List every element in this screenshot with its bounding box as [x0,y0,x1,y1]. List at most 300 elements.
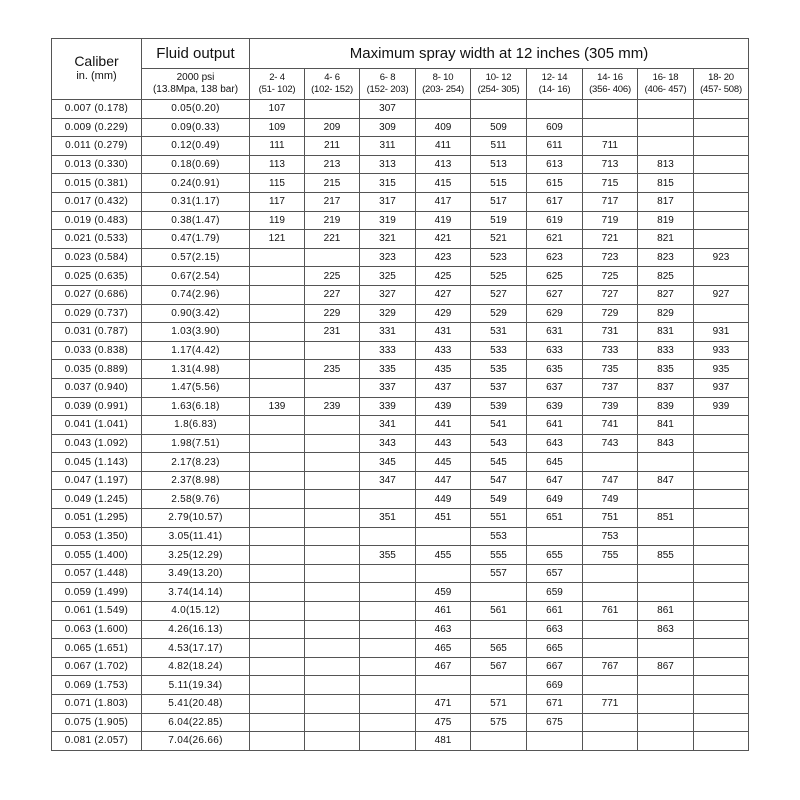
tip-size-cell: 841 [638,416,694,435]
tip-size-cell [250,267,305,286]
tip-size-cell: 833 [638,341,694,360]
tip-size-cell [360,620,416,639]
tip-size-cell [583,583,638,602]
tip-size-cell [305,416,360,435]
tip-size-cell: 843 [638,434,694,453]
tip-size-cell [694,471,749,490]
caliber-cell: 0.075 (1.905) [52,713,142,732]
table-row [52,304,749,323]
caliber-cell: 0.013 (0.330) [52,155,142,174]
fluid-pressure-metric: (13.8Mpa, 138 bar) [152,84,239,95]
tip-size-cell: 411 [416,137,471,156]
tip-size-cell [305,695,360,714]
table-row [52,583,749,602]
tip-size-cell: 747 [583,471,638,490]
range-inch: 2- 4 [269,72,285,83]
table-body [52,100,749,751]
tip-size-cell [638,490,694,509]
tip-size-cell: 355 [360,546,416,565]
tip-size-cell: 565 [471,639,527,658]
table-row [52,564,749,583]
tip-size-cell: 645 [527,453,583,472]
table-row [52,732,749,751]
tip-size-cell: 109 [250,118,305,137]
tip-size-cell: 423 [416,248,471,267]
tip-size-cell: 445 [416,453,471,472]
fluid-output-cell: 7.04(26.66) [142,732,250,751]
range-mm: (203- 254) [422,84,464,95]
tip-size-cell: 927 [694,285,749,304]
tip-size-cell: 227 [305,285,360,304]
tip-size-cell [694,211,749,230]
tip-size-cell: 635 [527,360,583,379]
range-mm: (51- 102) [258,84,296,95]
tip-size-cell [471,583,527,602]
range-header [250,69,305,100]
fluid-output-cell: 0.31(1.17) [142,192,250,211]
tip-size-cell [694,639,749,658]
tip-size-cell: 609 [527,118,583,137]
tip-size-cell [360,527,416,546]
tip-size-cell: 939 [694,397,749,416]
table-row [52,490,749,509]
tip-size-cell: 465 [416,639,471,658]
fluid-output-cell: 1.63(6.18) [142,397,250,416]
range-header [583,69,638,100]
table-row [52,713,749,732]
tip-size-cell: 219 [305,211,360,230]
tip-size-cell [305,639,360,658]
tip-size-cell: 835 [638,360,694,379]
tip-size-cell: 535 [471,360,527,379]
tip-size-cell: 235 [305,360,360,379]
tip-size-cell: 641 [527,416,583,435]
tip-size-cell [583,713,638,732]
tip-size-cell: 115 [250,174,305,193]
tip-size-cell: 539 [471,397,527,416]
tip-size-cell: 121 [250,230,305,249]
fluid-output-cell: 0.18(0.69) [142,155,250,174]
tip-size-cell: 225 [305,267,360,286]
tip-size-cell [583,732,638,751]
range-inch: 14- 16 [597,72,623,83]
tip-size-cell: 617 [527,192,583,211]
tip-size-cell [250,732,305,751]
tip-size-cell: 345 [360,453,416,472]
range-inch: 4- 6 [324,72,340,83]
tip-size-cell [250,416,305,435]
caliber-cell: 0.043 (1.092) [52,434,142,453]
fluid-output-cell: 2.79(10.57) [142,509,250,528]
tip-size-cell: 541 [471,416,527,435]
tip-size-cell: 119 [250,211,305,230]
tip-size-cell [527,732,583,751]
tip-size-cell [360,639,416,658]
caliber-cell: 0.033 (0.838) [52,341,142,360]
tip-size-cell: 213 [305,155,360,174]
tip-size-cell: 543 [471,434,527,453]
table-row [52,434,749,453]
fluid-output-cell: 1.31(4.98) [142,360,250,379]
fluid-output-cell: 0.12(0.49) [142,137,250,156]
tip-size-cell: 813 [638,155,694,174]
tip-size-cell [638,732,694,751]
caliber-cell: 0.051 (1.295) [52,509,142,528]
range-inch: 6- 8 [379,72,396,83]
caliber-cell: 0.027 (0.686) [52,285,142,304]
tip-size-cell [694,192,749,211]
range-inch: 16- 18 [652,72,679,83]
caliber-cell: 0.065 (1.651) [52,639,142,658]
tip-size-cell [694,137,749,156]
tip-size-cell: 557 [471,564,527,583]
tip-size-cell: 313 [360,155,416,174]
fluid-output-cell: 1.17(4.42) [142,341,250,360]
tip-size-cell: 521 [471,230,527,249]
table-row [52,267,749,286]
tip-size-cell [583,676,638,695]
tip-size-cell: 733 [583,341,638,360]
tip-size-cell: 513 [471,155,527,174]
tip-size-cell: 443 [416,434,471,453]
tip-size-cell [360,695,416,714]
tip-size-cell [583,564,638,583]
tip-size-cell: 321 [360,230,416,249]
tip-size-cell [360,676,416,695]
tip-size-cell [305,676,360,695]
tip-size-cell: 719 [583,211,638,230]
table-row [52,639,749,658]
tip-size-cell: 561 [471,602,527,621]
tip-size-cell [694,434,749,453]
caliber-cell: 0.081 (2.057) [52,732,142,751]
tip-size-cell [250,564,305,583]
tip-size-cell: 815 [638,174,694,193]
tip-size-cell: 337 [360,378,416,397]
tip-size-cell: 427 [416,285,471,304]
tip-size-cell: 821 [638,230,694,249]
tip-size-cell [250,434,305,453]
table-row [52,137,749,156]
tip-size-cell [250,676,305,695]
tip-size-cell: 341 [360,416,416,435]
tip-size-cell [250,602,305,621]
tip-size-cell: 117 [250,192,305,211]
tip-size-cell [471,732,527,751]
range-inch: 12- 14 [541,72,568,83]
tip-size-cell: 575 [471,713,527,732]
tip-size-cell: 329 [360,304,416,323]
tip-size-cell: 113 [250,155,305,174]
fluid-output-cell: 4.0(15.12) [142,602,250,621]
tip-size-cell: 771 [583,695,638,714]
tip-size-cell: 627 [527,285,583,304]
tip-size-cell: 613 [527,155,583,174]
range-header [694,69,749,100]
tip-size-cell: 439 [416,397,471,416]
range-header [305,69,360,100]
tip-size-cell: 551 [471,509,527,528]
tip-size-cell: 509 [471,118,527,137]
tip-size-cell: 211 [305,137,360,156]
tip-size-cell: 229 [305,304,360,323]
tip-size-cell [638,639,694,658]
table-row [52,100,749,119]
tip-size-cell: 409 [416,118,471,137]
tip-size-cell [360,732,416,751]
tip-size-cell [638,564,694,583]
tip-size-cell [694,564,749,583]
tip-size-cell [416,676,471,695]
tip-size-cell [583,453,638,472]
tip-size-cell [250,304,305,323]
tip-size-cell: 429 [416,304,471,323]
tip-size-cell [250,490,305,509]
tip-size-cell [250,341,305,360]
tip-size-cell: 727 [583,285,638,304]
table-row [52,527,749,546]
tip-size-cell: 729 [583,304,638,323]
caliber-cell: 0.071 (1.803) [52,695,142,714]
tip-size-cell [694,546,749,565]
tip-size-cell: 215 [305,174,360,193]
tip-size-cell: 467 [416,657,471,676]
range-mm: (102- 152) [311,84,353,95]
range-header [416,69,471,100]
fluid-output-cell: 4.26(16.13) [142,620,250,639]
tip-size-cell: 231 [305,323,360,342]
tip-size-cell: 817 [638,192,694,211]
tip-size-cell: 481 [416,732,471,751]
tip-size-cell [694,267,749,286]
caliber-cell: 0.037 (0.940) [52,378,142,397]
tip-size-cell [638,100,694,119]
caliber-cell: 0.059 (1.499) [52,583,142,602]
tip-size-cell [250,527,305,546]
caliber-cell: 0.009 (0.229) [52,118,142,137]
tip-size-cell: 475 [416,713,471,732]
caliber-cell: 0.025 (0.635) [52,267,142,286]
tip-size-cell: 461 [416,602,471,621]
tip-size-cell: 837 [638,378,694,397]
tip-size-cell: 441 [416,416,471,435]
range-inch: 10- 12 [485,72,512,83]
table-row [52,453,749,472]
caliber-cell: 0.011 (0.279) [52,137,142,156]
tip-size-cell [638,695,694,714]
fluid-output-cell: 6.04(22.85) [142,713,250,732]
tip-size-cell [638,453,694,472]
tip-size-cell: 711 [583,137,638,156]
tip-size-cell: 737 [583,378,638,397]
tip-size-cell [305,453,360,472]
caliber-cell: 0.029 (0.737) [52,304,142,323]
tip-size-cell: 625 [527,267,583,286]
tip-size-cell: 755 [583,546,638,565]
tip-size-cell [305,341,360,360]
tip-size-cell [694,230,749,249]
tip-size-cell: 931 [694,323,749,342]
tip-size-cell: 333 [360,341,416,360]
table-row [52,211,749,230]
spray-width-header: Maximum spray width at 12 inches (305 mm) [250,39,749,69]
fluid-output-cell: 0.90(3.42) [142,304,250,323]
caliber-cell: 0.019 (0.483) [52,211,142,230]
tip-size-cell: 659 [527,583,583,602]
tip-size-cell [694,676,749,695]
tip-size-cell [694,174,749,193]
tip-size-cell: 323 [360,248,416,267]
tip-size-cell: 435 [416,360,471,379]
tip-size-cell: 825 [638,267,694,286]
range-mm: (457- 508) [700,84,742,95]
tip-size-cell: 209 [305,118,360,137]
tip-size-cell: 831 [638,323,694,342]
fluid-output-cell: 0.09(0.33) [142,118,250,137]
tip-size-cell [416,527,471,546]
tip-size-cell [250,509,305,528]
table-row [52,155,749,174]
tip-size-cell: 623 [527,248,583,267]
table-row [52,602,749,621]
tip-size-cell [305,620,360,639]
caliber-cell: 0.055 (1.400) [52,546,142,565]
range-header [360,69,416,100]
tip-size-cell [694,453,749,472]
table-row [52,471,749,490]
tip-size-cell: 665 [527,639,583,658]
caliber-cell: 0.023 (0.584) [52,248,142,267]
tip-size-cell [638,118,694,137]
tip-size-cell: 663 [527,620,583,639]
table-row [52,676,749,695]
tip-size-cell: 221 [305,230,360,249]
tip-size-cell: 621 [527,230,583,249]
tip-size-cell [250,583,305,602]
tip-size-cell: 715 [583,174,638,193]
caliber-cell: 0.015 (0.381) [52,174,142,193]
fluid-output-cell: 3.25(12.29) [142,546,250,565]
tip-size-cell [305,100,360,119]
table-row [52,341,749,360]
range-mm: (152- 203) [366,84,409,95]
caliber-cell: 0.069 (1.753) [52,676,142,695]
fluid-output-cell: 4.53(17.17) [142,639,250,658]
tip-size-cell: 657 [527,564,583,583]
tip-size-cell: 419 [416,211,471,230]
tip-size-cell [250,695,305,714]
tip-size-cell: 545 [471,453,527,472]
tip-size-cell: 749 [583,490,638,509]
tip-size-cell: 637 [527,378,583,397]
table-row [52,248,749,267]
tip-size-cell: 675 [527,713,583,732]
tip-size-cell: 139 [250,397,305,416]
tip-size-cell: 819 [638,211,694,230]
tip-size-cell [694,527,749,546]
table-row [52,509,749,528]
caliber-units: in. (mm) [76,70,117,82]
range-mm: (356- 406) [589,84,631,95]
table-row [52,285,749,304]
tip-size-cell [638,137,694,156]
tip-size-cell: 317 [360,192,416,211]
tip-size-cell: 823 [638,248,694,267]
range-mm: (406- 457) [644,84,687,95]
tip-size-cell [250,620,305,639]
caliber-cell: 0.049 (1.245) [52,490,142,509]
tip-size-cell: 417 [416,192,471,211]
tip-size-cell: 511 [471,137,527,156]
tip-size-cell: 851 [638,509,694,528]
tip-size-cell [694,602,749,621]
table-row [52,192,749,211]
tip-size-cell: 555 [471,546,527,565]
fluid-output-cell: 3.05(11.41) [142,527,250,546]
tip-size-cell: 827 [638,285,694,304]
tip-size-cell: 937 [694,378,749,397]
tip-size-cell [360,564,416,583]
tip-size-cell [250,453,305,472]
tip-size-cell: 331 [360,323,416,342]
tip-size-cell: 531 [471,323,527,342]
table-row [52,620,749,639]
tip-size-cell [305,471,360,490]
tip-size-cell [583,620,638,639]
tip-size-cell: 721 [583,230,638,249]
fluid-output-cell: 4.82(18.24) [142,657,250,676]
fluid-output-cell: 0.38(1.47) [142,211,250,230]
tip-size-cell [638,527,694,546]
tip-size-cell [694,416,749,435]
table-row [52,360,749,379]
range-header [471,69,527,100]
tip-size-cell [360,713,416,732]
tip-size-cell: 731 [583,323,638,342]
tip-size-cell: 933 [694,341,749,360]
tip-size-cell: 647 [527,471,583,490]
caliber-cell: 0.007 (0.178) [52,100,142,119]
tip-size-cell: 739 [583,397,638,416]
tip-size-cell [305,527,360,546]
tip-size-cell [583,118,638,137]
caliber-cell: 0.057 (1.448) [52,564,142,583]
tip-size-cell [471,100,527,119]
tip-size-cell: 433 [416,341,471,360]
tip-size-cell [360,602,416,621]
tip-size-cell: 421 [416,230,471,249]
tip-size-cell [694,620,749,639]
fluid-output-cell: 1.98(7.51) [142,434,250,453]
tip-size-cell: 319 [360,211,416,230]
fluid-output-cell: 1.8(6.83) [142,416,250,435]
tip-size-cell: 567 [471,657,527,676]
tip-size-cell [416,564,471,583]
tip-size-cell [250,546,305,565]
tip-size-cell: 471 [416,695,471,714]
tip-size-cell: 519 [471,211,527,230]
tip-size-cell: 639 [527,397,583,416]
tip-size-cell: 847 [638,471,694,490]
tip-size-cell: 861 [638,602,694,621]
tip-size-cell: 829 [638,304,694,323]
tip-size-cell [305,490,360,509]
range-header [638,69,694,100]
tip-size-cell: 611 [527,137,583,156]
tip-size-cell: 217 [305,192,360,211]
tip-size-cell [471,620,527,639]
range-mm: (14- 16) [538,84,571,95]
